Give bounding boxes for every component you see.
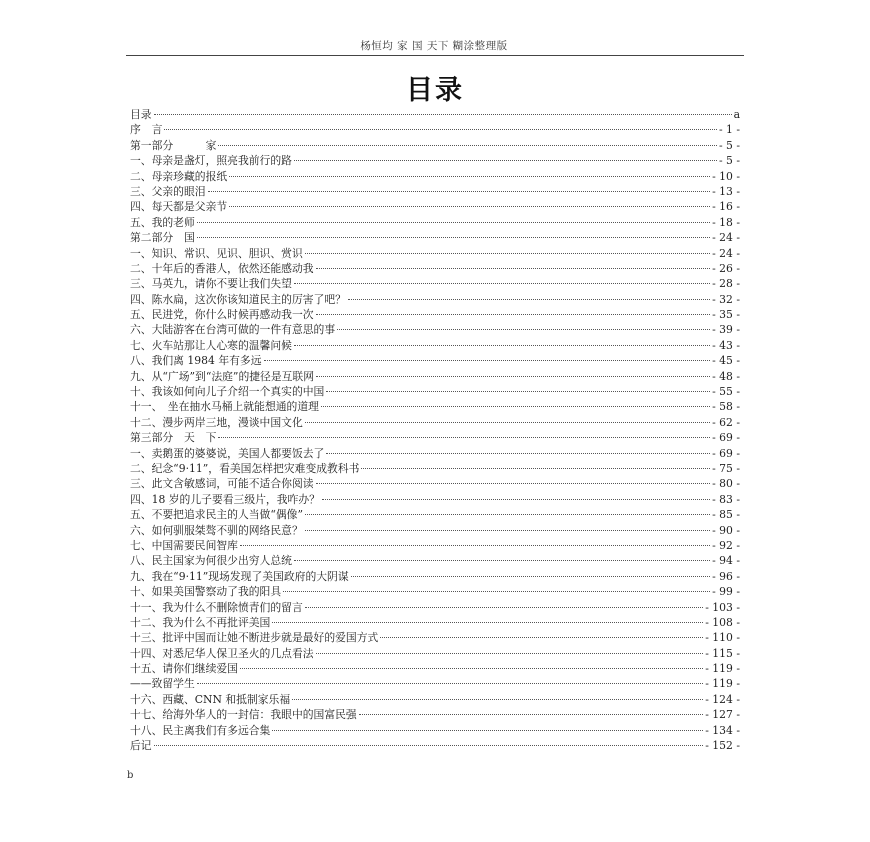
toc-leader-dots [305,514,710,515]
toc-leader-dots [305,530,710,531]
toc-entry[interactable] [130,107,740,122]
toc-leader-dots [292,699,703,700]
toc-entry[interactable] [130,492,740,507]
toc-entry[interactable] [130,707,740,722]
toc-entry-page: - 5 - [718,138,740,152]
running-header: 杨恒均 家 国 天下 糊涂整理版 [360,40,508,52]
toc-leader-dots [240,668,703,669]
toc-entry[interactable] [130,122,740,137]
toc-entry-page: - 69 - [712,431,740,445]
toc-entry-page: - 96 - [712,569,740,583]
toc-entry-page: - 152 - [705,739,740,753]
toc-leader-dots [380,637,703,638]
toc-leader-dots [229,206,710,207]
toc-leader-dots [322,499,710,500]
toc-entry-label: 五、我的老师 [130,215,195,229]
toc-entry[interactable] [130,369,740,384]
toc-entry-page: - 16 - [712,200,740,214]
toc-entry-label: 二、十年后的香港人，依然还能感动我 [130,261,314,275]
toc-leader-dots [240,545,710,546]
toc-entry-label: 六、大陆游客在台湾可做的一件有意思的事 [130,323,336,337]
toc-leader-dots [351,576,710,577]
toc-entry[interactable] [130,261,740,276]
toc-entry-label: 十一、我为什么不删除愤青们的留言 [130,600,303,614]
toc-entry[interactable] [130,307,740,322]
toc-entry[interactable] [130,415,740,430]
toc-entry-page: - 119 - [705,677,740,691]
toc-entry[interactable] [130,246,740,261]
toc-leader-dots [264,360,711,361]
toc-entry[interactable] [130,338,740,353]
toc-leader-dots [294,283,710,284]
toc-leader-dots [294,160,717,161]
toc-entry-page: - 35 - [712,308,740,322]
table-of-contents [130,107,740,753]
toc-entry-page: - 18 - [712,215,740,229]
toc-leader-dots [229,176,710,177]
header-rule [126,55,744,56]
toc-entry-label: 一、卖鹅蛋的婆婆说，美国人都要饭去了 [130,446,325,460]
toc-leader-dots [305,607,703,608]
toc-entry-page: - 75 - [712,461,740,475]
toc-leader-dots [197,683,703,684]
toc-entry[interactable] [130,276,740,291]
toc-entry-page: - 83 - [712,492,740,506]
toc-leader-dots [197,222,710,223]
toc-entry-page: - 85 - [712,508,740,522]
toc-leader-dots [294,345,710,346]
toc-entry[interactable] [130,322,740,337]
toc-entry[interactable] [130,553,740,568]
toc-entry-page: - 28 - [712,277,740,291]
toc-entry-label: 二、纪念“9·11”，看美国怎样把灾难变成教科书 [130,461,360,475]
toc-entry-label: 五、不要把追求民主的人当做“偶像” [130,508,303,522]
toc-entry-page: - 13 - [712,184,740,198]
toc-entry-label: 十七、给海外华人的一封信：我眼中的国富民强 [130,708,357,722]
toc-entry[interactable] [130,538,740,553]
toc-leader-dots [316,376,710,377]
toc-entry[interactable] [130,646,740,661]
toc-entry-page: - 24 - [712,231,740,245]
toc-entry-page: a [733,108,740,121]
toc-entry-label: 三、此文含敏感词，可能不适合你阅读 [130,477,314,491]
toc-entry[interactable] [130,676,740,691]
toc-entry-page: - 1 - [718,123,740,137]
toc-entry-page: - 90 - [712,523,740,537]
toc-entry-page: - 43 - [712,338,740,352]
toc-entry-page: - 5 - [718,154,740,168]
toc-entry[interactable] [130,399,740,414]
toc-entry[interactable] [130,353,740,368]
toc-entry-label: 第一部分 家 [130,138,217,152]
toc-leader-dots [316,483,711,484]
toc-entry[interactable] [130,584,740,599]
toc-entry-label: 三、马英九，请你不要让我们失望 [130,277,292,291]
toc-entry[interactable] [130,630,740,645]
toc-entry-label: 一、知识、常识、见识、胆识、赏识 [130,246,303,260]
toc-leader-dots [197,237,710,238]
toc-entry-page: - 110 - [705,631,740,645]
toc-entry-page: - 127 - [705,708,740,722]
toc-leader-dots [305,253,710,254]
toc-entry[interactable] [130,507,740,522]
toc-entry-label: 十五、请你们继续爱国 [130,662,238,676]
toc-entry-label: 四、18 岁的儿子要看三级片，我咋办？ [130,492,320,506]
toc-entry-label: 八、民主国家为何很少出穷人总统 [130,554,292,568]
toc-entry-label: 一、母亲是盏灯，照亮我前行的路 [130,154,292,168]
toc-leader-dots [164,129,717,130]
toc-entry[interactable] [130,569,740,584]
toc-entry-label: 序 言 [130,123,163,137]
toc-entry-page: - 119 - [705,662,740,676]
toc-entry-label: 九、从“广场”到“法庭”的捷径是互联网 [130,369,315,383]
toc-entry[interactable] [130,723,740,738]
toc-entry-page: - 55 - [712,385,740,399]
toc-leader-dots [283,591,710,592]
toc-entry[interactable] [130,215,740,230]
toc-leader-dots [361,468,710,469]
toc-entry-page: - 124 - [705,692,740,706]
toc-entry-label: 十、如果美国警察动了我的阳具 [130,585,282,599]
toc-leader-dots [218,437,710,438]
toc-entry-page: - 32 - [712,292,740,306]
toc-entry[interactable] [130,661,740,676]
toc-entry-page: - 94 - [712,554,740,568]
toc-leader-dots [321,406,710,407]
toc-entry-label: 四、陈水扁，这次你该知道民主的厉害了吧？ [130,292,346,306]
toc-entry-label: 五、民进党，你什么时候再感动我一次 [130,308,314,322]
toc-entry[interactable] [130,384,740,399]
toc-entry-label: 十四、对悉尼华人保卫圣火的几点看法 [130,646,314,660]
toc-entry[interactable] [130,153,740,168]
toc-entry[interactable] [130,292,740,307]
toc-entry[interactable] [130,476,740,491]
toc-entry-label: 第三部分 天 下 [130,431,217,445]
toc-leader-dots [359,714,703,715]
toc-entry[interactable] [130,692,740,707]
toc-leader-dots [316,268,711,269]
toc-entry-page: - 115 - [705,646,740,660]
toc-entry-page: - 69 - [712,446,740,460]
toc-leader-dots [316,314,711,315]
toc-entry-label: 后记 [130,739,152,753]
toc-leader-dots [348,299,710,300]
toc-entry-page: - 92 - [712,538,740,552]
toc-entry-page: - 48 - [712,369,740,383]
toc-entry-label: 二、母亲珍藏的报纸 [130,169,228,183]
toc-leader-dots [326,453,710,454]
toc-entry-page: - 103 - [705,600,740,614]
toc-entry-label: 三、父亲的眼泪 [130,184,206,198]
toc-entry-page: - 10 - [712,169,740,183]
toc-entry[interactable] [130,461,740,476]
toc-entry-page: - 99 - [712,585,740,599]
toc-entry[interactable] [130,199,740,214]
page-title: 目录 [406,75,464,106]
toc-entry-page: - 58 - [712,400,740,414]
toc-entry-label: 目录 [130,108,152,121]
toc-entry-label: 十六、西藏、CNN 和抵制家乐福 [130,692,291,706]
toc-entry-label: 十、我该如何向儿子介绍一个真实的中国 [130,385,325,399]
toc-entry-label: 六、如何驯服桀骜不驯的网络民意？ [130,523,303,537]
toc-entry-page: - 45 - [712,354,740,368]
toc-leader-dots [218,145,717,146]
toc-entry[interactable] [130,738,740,753]
toc-entry[interactable] [130,169,740,184]
toc-entry-page: - 39 - [712,323,740,337]
toc-entry-page: - 80 - [712,477,740,491]
toc-entry-page: - 26 - [712,261,740,275]
toc-entry-label: 七、火车站那让人心寒的温馨问候 [130,338,292,352]
toc-entry-page: - 24 - [712,246,740,260]
toc-entry-label: 十三、批评中国而让她不断进步就是最好的爱国方式 [130,631,379,645]
toc-entry[interactable] [130,230,740,245]
toc-leader-dots [272,622,703,623]
toc-entry-label: 十一、 坐在抽水马桶上就能想通的道理 [130,400,319,414]
toc-entry-label: 四、每天都是父亲节 [130,200,228,214]
toc-entry[interactable] [130,600,740,615]
toc-entry[interactable] [130,184,740,199]
toc-entry[interactable] [130,523,740,538]
toc-entry-label: 十八、民主离我们有多远合集 [130,723,271,737]
toc-leader-dots [154,745,704,746]
toc-entry-label: 七、中国需要民间智库 [130,538,238,552]
toc-leader-dots [326,391,710,392]
toc-entry[interactable] [130,446,740,461]
toc-leader-dots [154,114,732,115]
toc-entry-label: 九、我在“9·11”现场发现了美国政府的大阴谋 [130,569,349,583]
toc-entry-label: 八、我们离 1984 年有多远 [130,354,262,368]
toc-entry-page: - 62 - [712,415,740,429]
toc-entry-label: ——致留学生 [130,677,195,691]
toc-entry-label: 第二部分 国 [130,231,195,245]
page-number-mark: b [127,770,134,781]
toc-entry[interactable] [130,615,740,630]
toc-leader-dots [272,730,703,731]
toc-entry-page: - 108 - [705,615,740,629]
toc-leader-dots [337,329,710,330]
toc-entry[interactable] [130,138,740,153]
toc-leader-dots [208,191,711,192]
toc-leader-dots [294,560,710,561]
toc-entry[interactable] [130,430,740,445]
toc-entry-page: - 134 - [705,723,740,737]
toc-entry-label: 十二、漫步两岸三地，漫谈中国文化 [130,415,303,429]
toc-leader-dots [305,422,710,423]
toc-leader-dots [316,653,704,654]
toc-entry-label: 十二、我为什么不再批评美国 [130,615,271,629]
